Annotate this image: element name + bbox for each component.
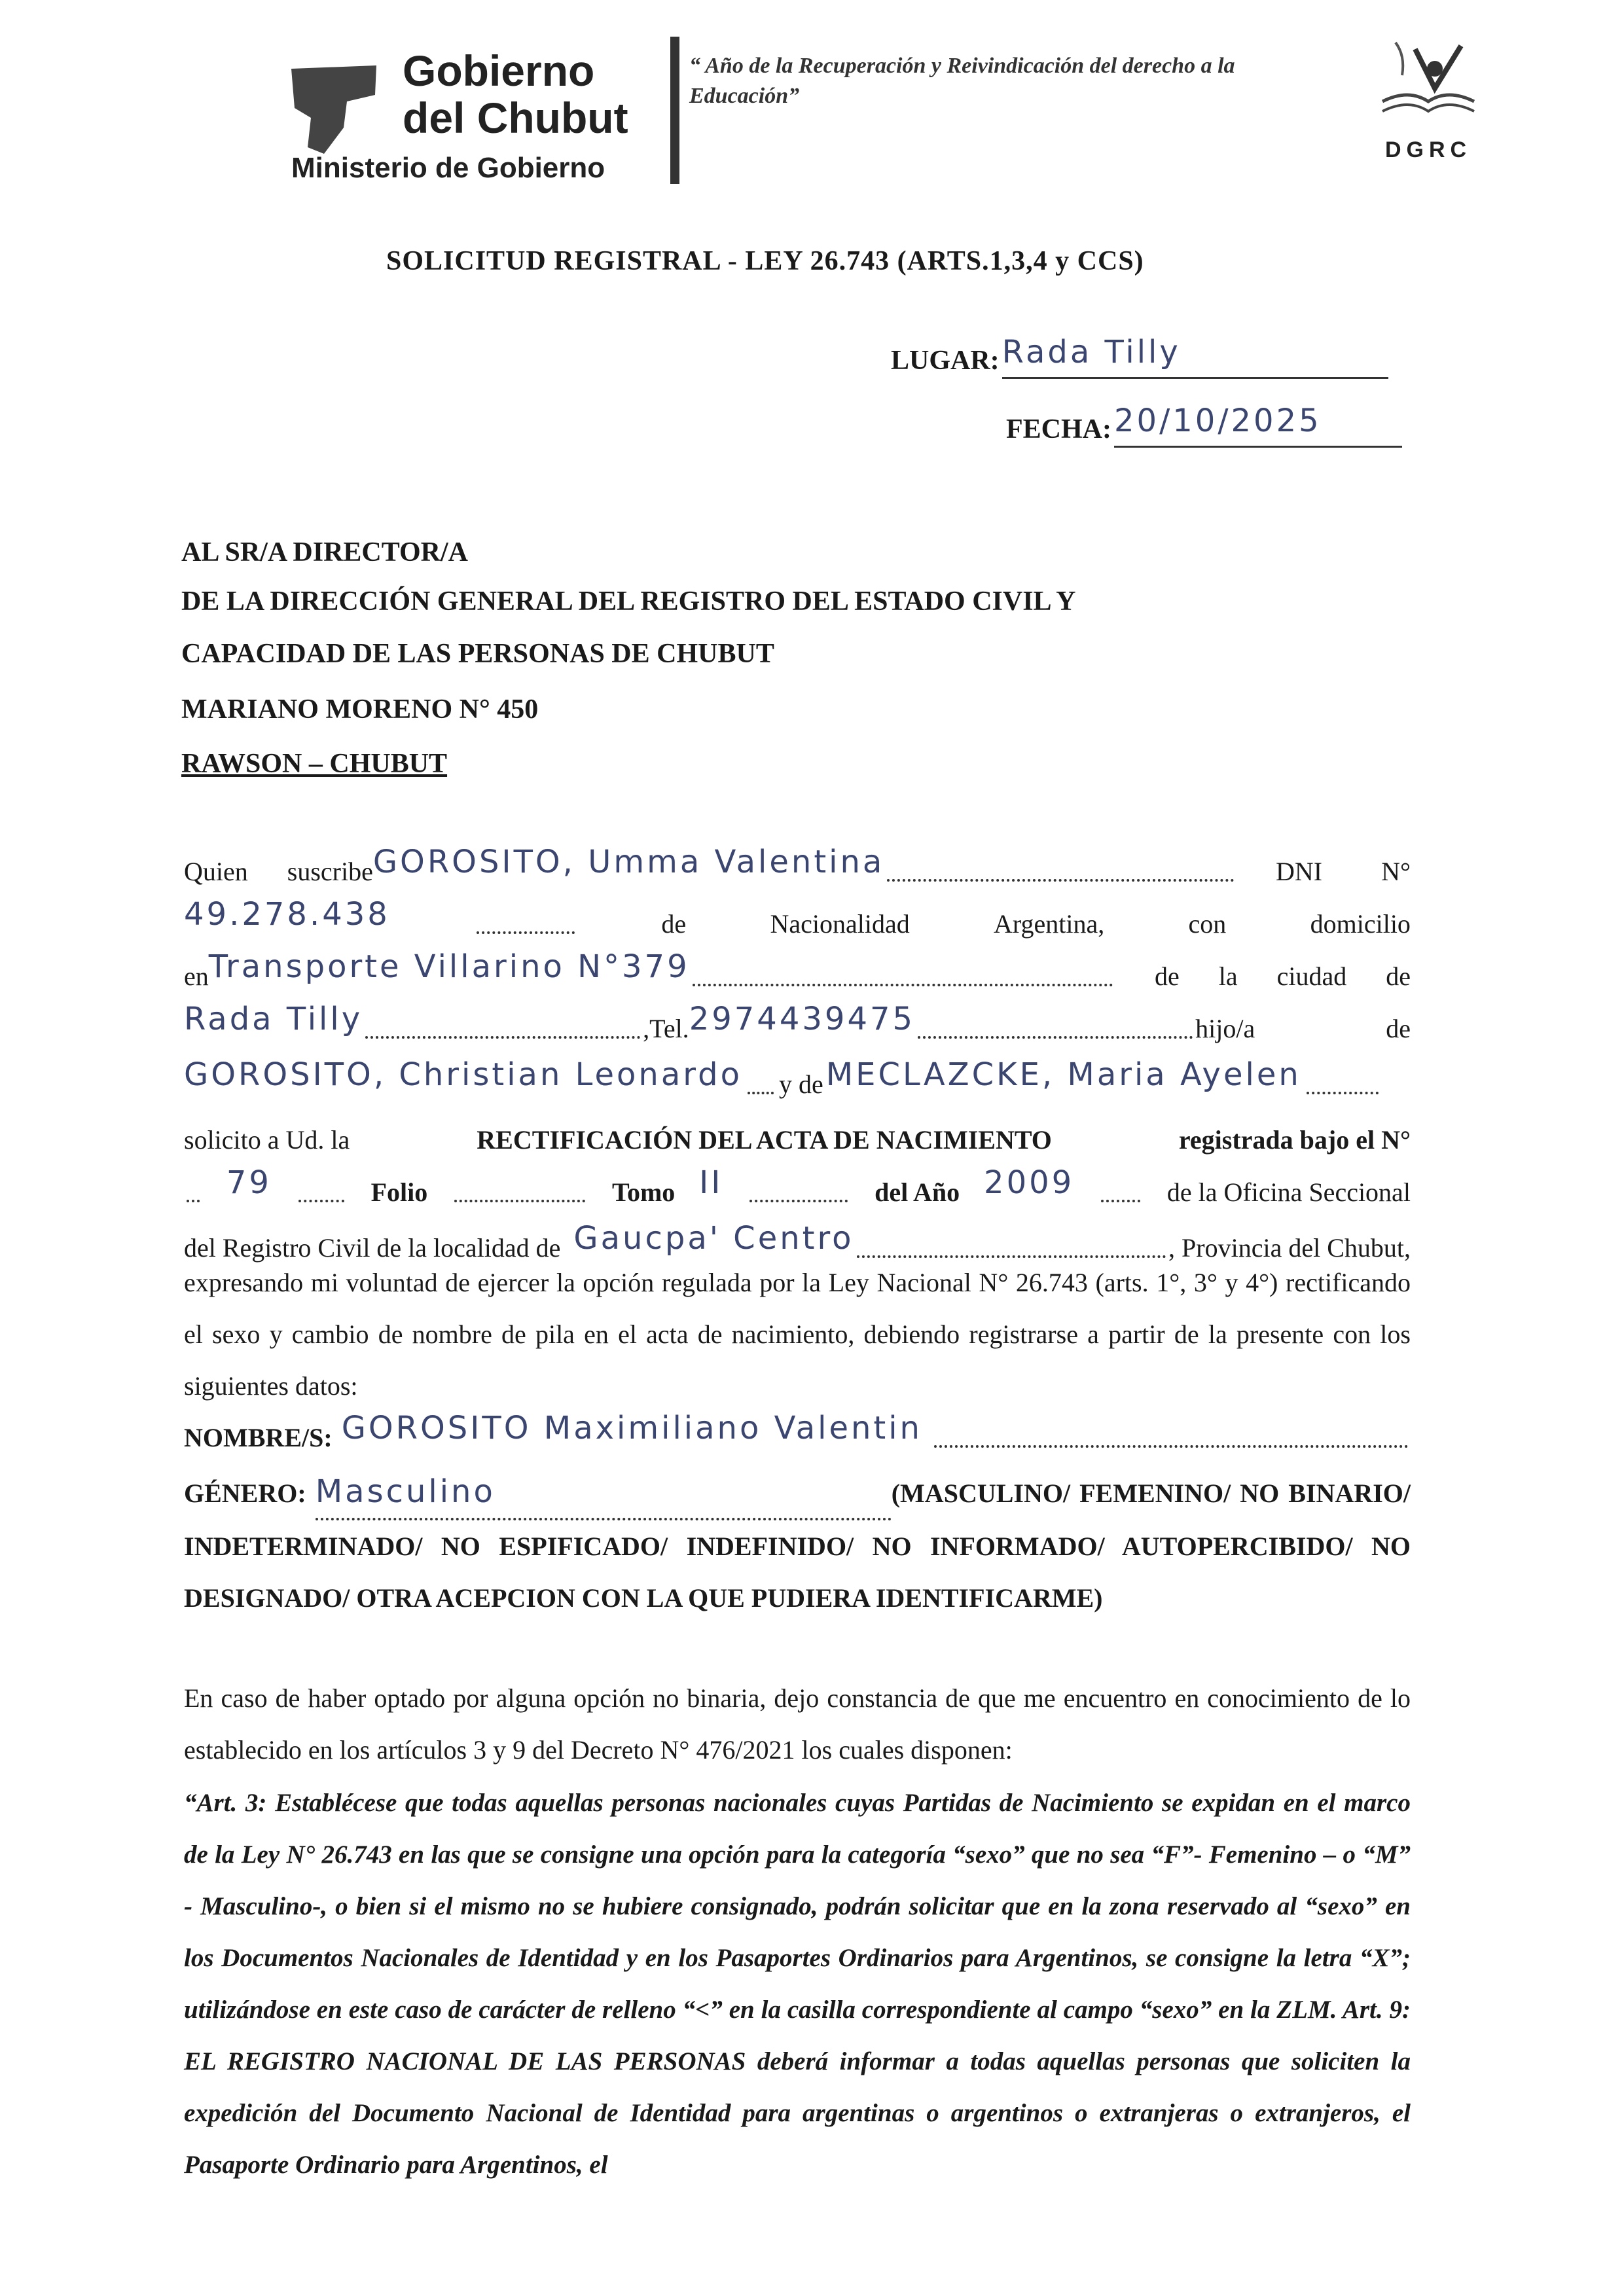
form-line-parents [184, 1054, 1411, 1100]
form-line-dni [184, 893, 1411, 939]
dotted-line [887, 879, 1234, 882]
dotted-line [934, 1445, 1408, 1448]
gender-options: (MASCULINO/ FEMENINO/ NO BINARIO/ INDETERMINADO/ NO ESPIFICADO/ INDEFINIDO/ NO INFORMADO/ AUTOPERCIBIDO/ NO DESIGNADO/ OTRA ACEPCION CON LA QUE PUDIERA IDENTIFICARME) [184, 1479, 1411, 1613]
dgrc-logo [1369, 29, 1487, 177]
text: y de [778, 1069, 823, 1099]
addressee-line: DE LA DIRECCIÓN GENERAL DEL REGISTRO DEL ESTADO CIVIL Y [181, 586, 1076, 617]
text: de [661, 909, 687, 939]
text: con [1188, 909, 1227, 939]
text: de la Oficina Seccional [1166, 1177, 1411, 1207]
motto: “ Año de la Recuperación y Reivindicación del derecho a la Educación” [689, 54, 1235, 108]
form-line-address [184, 946, 1411, 992]
gov-name [403, 47, 628, 141]
text: NOMBRE/S: [184, 1423, 333, 1452]
text: N° [1381, 857, 1411, 886]
form-line-name [184, 841, 1411, 887]
text: Quien [184, 857, 248, 886]
text: GÉNERO: [184, 1479, 306, 1508]
text: DNI [1276, 857, 1323, 886]
dotted-line [918, 1036, 1193, 1039]
text: , Provincia del Chubut, [1168, 1233, 1411, 1263]
text: del Registro Civil de la localidad de [184, 1233, 561, 1263]
applicant-name: GOROSITO, Umma Valentina [372, 844, 885, 880]
dotted-line [477, 931, 575, 934]
mother-name: MECLAZCKE, Maria Ayelen [825, 1056, 1301, 1093]
text: de [1386, 961, 1411, 991]
text: Tomo [611, 1177, 676, 1207]
date-label: FECHA: [1006, 414, 1111, 444]
year-value: 2009 [984, 1164, 1075, 1201]
father-name: GOROSITO, Christian Leonardo [184, 1056, 742, 1093]
document-title: SOLICITUD REGISTRAL - LEY 26.743 (ARTS.1,3,4 y CCS) [386, 246, 1144, 276]
date-year: 2025 [1231, 403, 1322, 439]
addressee-line: CAPACIDAD DE LAS PERSONAS DE CHUBUT [181, 639, 774, 669]
form-line-city [184, 998, 1411, 1044]
dotted-line [749, 1200, 848, 1202]
text: en [184, 961, 209, 991]
dgrc-text: DGRC [1384, 137, 1472, 162]
date-day: 20 [1114, 403, 1160, 439]
acta-number: 79 [226, 1164, 272, 1201]
addressee-line: RAWSON – CHUBUT [181, 749, 448, 779]
gov-line2: del Chubut [403, 94, 628, 142]
new-name-value: GOROSITO Maximiliano Valentin [341, 1410, 922, 1446]
dgrc-emblem-icon [1369, 29, 1487, 134]
gov-line1: Gobierno [403, 46, 595, 95]
phone-value: 2974439475 [689, 1001, 916, 1037]
locality-value: Gaucpa' Centro [573, 1220, 854, 1257]
gender-value: Masculino [316, 1466, 892, 1520]
text: suscribe [287, 857, 373, 886]
city-value: Rada Tilly [184, 1001, 363, 1037]
text: del Año [875, 1177, 960, 1207]
text: de [1386, 1014, 1411, 1043]
dotted-line [1101, 1200, 1140, 1202]
text: ,Tel. [643, 1014, 689, 1043]
date-field: FECHA: 20/10/2025 [1006, 409, 1402, 448]
dotted-line [454, 1200, 585, 1202]
dotted-line [748, 1092, 774, 1094]
place-field [891, 334, 1388, 379]
text: Argentina, [994, 909, 1105, 939]
text: hijo/a [1195, 1014, 1255, 1043]
place-value: Rada Tilly [1001, 334, 1181, 370]
addressee-line: AL SR/A DIRECTOR/A [181, 537, 469, 567]
gender-field [184, 1466, 1411, 1624]
text: ciudad [1276, 961, 1347, 991]
text: RECTIFICACIÓN DEL ACTA DE NACIMIENTO [477, 1125, 1052, 1155]
text: la [1218, 961, 1238, 991]
paragraph-option: expresando mi voluntad de ejercer la opción regulada por la Ley Nacional N° 26.743 (arts. 1°, 3° y 4°) rectificando el sexo y cambio de nombre de pila en el acta de nacimiento, debiendo registrarse a partir de la presente con los siguientes datos: [184, 1268, 1411, 1401]
dotted-line [1307, 1092, 1379, 1094]
place-label: LUGAR: [891, 346, 1000, 376]
chubut-map-icon [285, 56, 383, 160]
form-line-acta [184, 1162, 1411, 1208]
paragraph-decree: En caso de haber optado por alguna opción no binaria, dejo constancia de que me encuentro en conocimiento de lo establecido en los artículos 3 y 9 del Decreto N° 476/2021 los cuales disponen: [184, 1683, 1411, 1765]
text: de [1154, 961, 1180, 991]
text: solicito a Ud. la [184, 1125, 350, 1155]
dni-value: 49.278.438 [184, 896, 390, 933]
form-line-new-name [184, 1407, 1411, 1453]
dotted-line [187, 1200, 200, 1202]
date-month: 10 [1172, 403, 1218, 439]
dotted-line [298, 1200, 344, 1202]
address-value: Transporte Villarino N°379 [208, 948, 690, 985]
text: Nacionalidad [770, 909, 910, 939]
form-line-request [184, 1109, 1411, 1155]
header-divider [670, 37, 679, 184]
ministry: Ministerio de Gobierno [291, 152, 605, 184]
dotted-line [693, 984, 1113, 986]
text: Folio [370, 1177, 428, 1207]
tomo-value: II [699, 1164, 723, 1201]
addressee-line: MARIANO MORENO N° 450 [181, 694, 539, 725]
text: registrada bajo el N° [1178, 1125, 1411, 1155]
text: domicilio [1310, 909, 1411, 939]
paragraph-decree-quote: “Art. 3: Establécese que todas aquellas personas nacionales cuyas Partidas de Nacimiento se expidan en el marco de la Ley N° 26.743 en las que se consigne una opción para la categoría “sexo” que no sea “F”- Femenino – o “M” - Masculino-, o bien si el mismo no se hubiere consignado, podrán solicitar que en la zona reservado al “sexo” en los Documentos Nacionales de Identidad y en los Pasaportes Ordinarios para Argentinos, se consigne la letra “X”; utilizándose en este caso de carácter de relleno “<” en la casilla correspondiente al campo “sexo” en la ZLM. Art. 9: EL REGISTRO NACIONAL DE LAS PERSONAS deberá informar a todas aquellas personas que soliciten la expedición del Documento Nacional de Identidad para argentinas o argentinos o extranjeras o extranjeros, el Pasaporte Ordinario para Argentinos, el [184, 1789, 1411, 2179]
dotted-line [365, 1036, 640, 1039]
